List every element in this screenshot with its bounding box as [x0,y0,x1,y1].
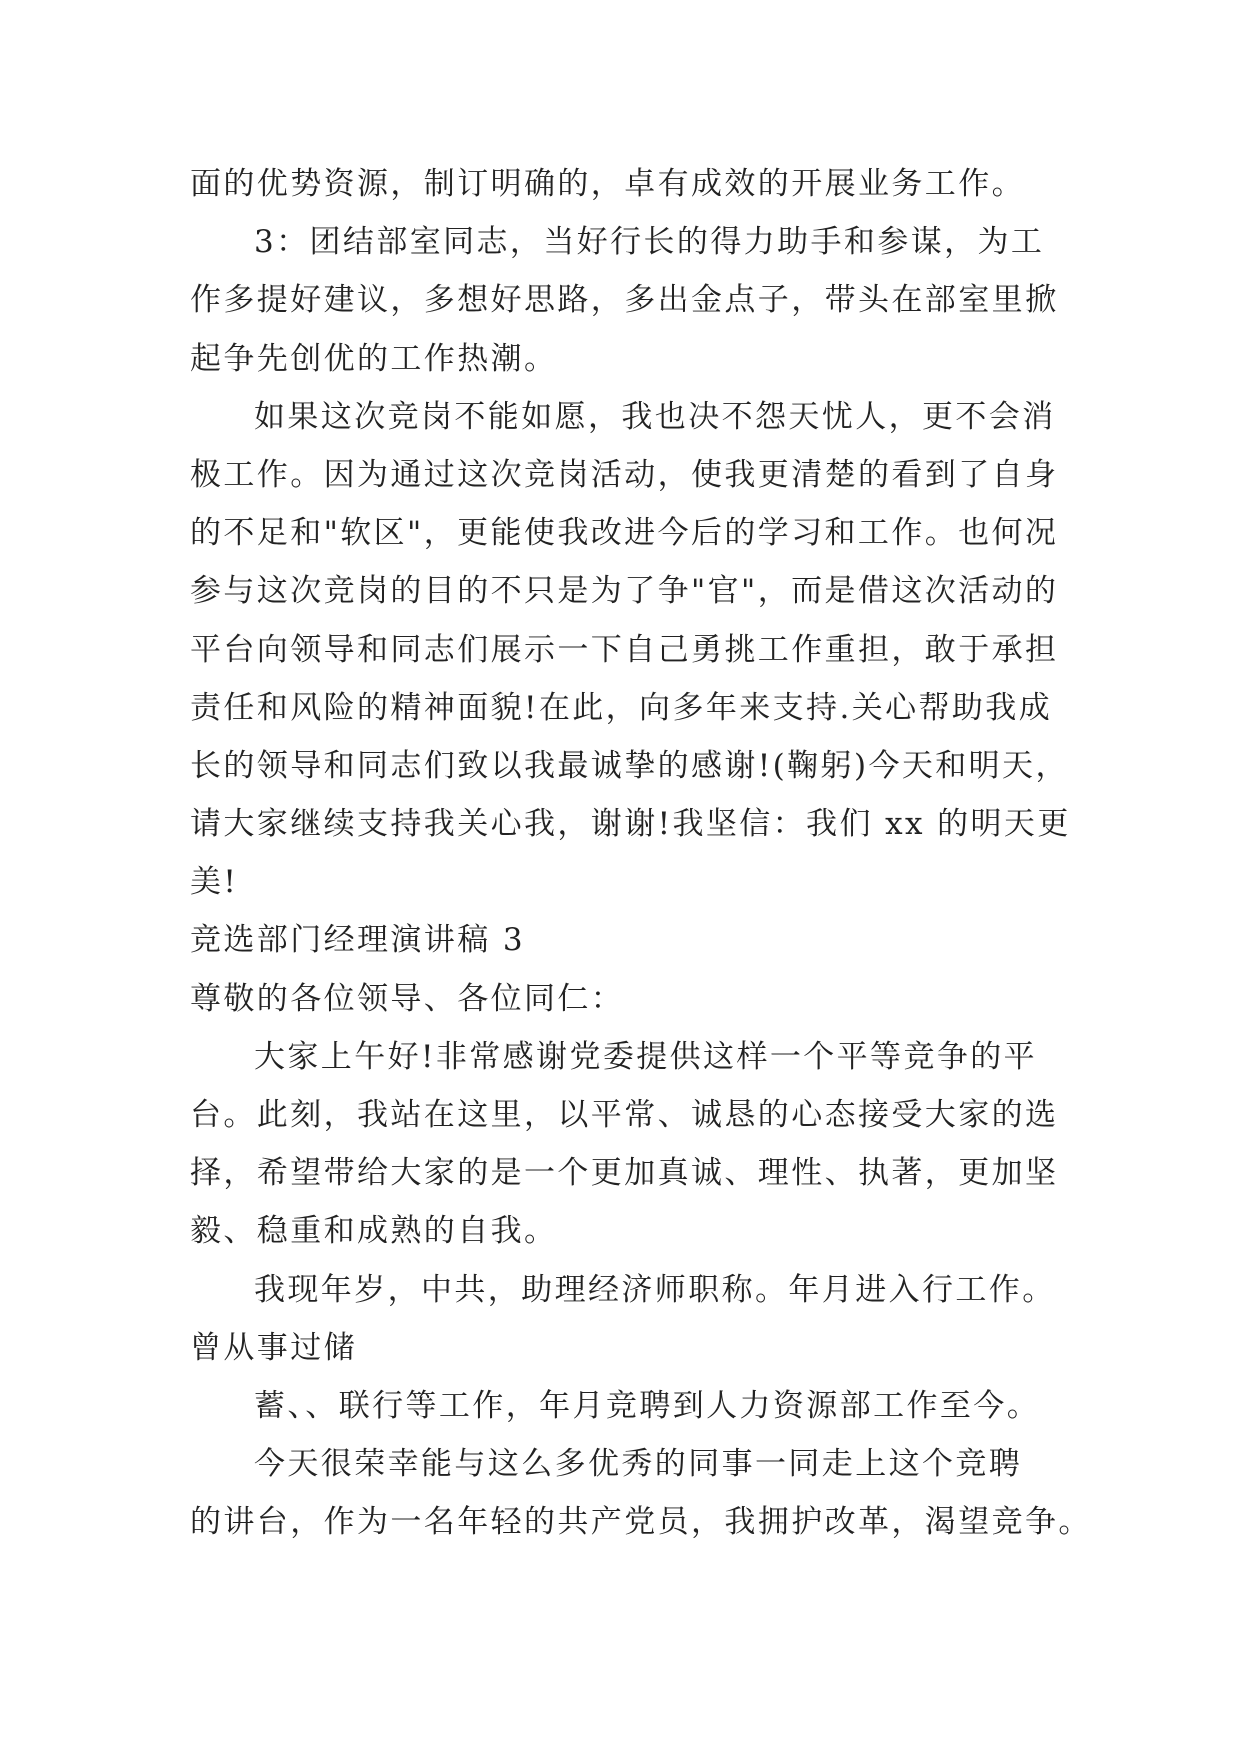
text-line-19: 毅、稳重和成熟的自我。 [190,1213,558,1250]
text-line-17: 台。此刻，我站在这里，以平常、诚恳的心态接受大家的选 [190,1097,1059,1133]
salutation: 尊敬的各位领导、各位同仁： [190,980,625,1017]
text-line-13: 美! [190,864,239,901]
text-line-18: 择，希望带给大家的是一个更加真诚、理性、执著，更加坚 [190,1155,1059,1192]
text-line-8: 参与这次竞岗的目的不只是为了争"官"，而是借这次活动的 [190,573,1059,610]
text-line-5: 如果这次竞岗不能如愿，我也决不怨天忧人，更不会消 [254,398,1056,435]
text-line-21: 曾从事过储 [190,1329,357,1366]
text-line-10: 责任和风险的精神面貌!在此，向多年来支持.关心帮助我成 [190,689,1053,726]
text-line-12: 请大家继续支持我关心我，谢谢!我坚信：我们 xx 的明天更 [190,806,1071,843]
text-line-3: 作多提好建议，多想好思路，多出金点子，带头在部室里掀 [190,282,1059,319]
text-line-4: 起争先创优的工作热潮。 [190,340,558,377]
text-line-16: 大家上午好!非常感谢党委提供这样一个平等竞争的平 [254,1038,1038,1075]
text-line-20: 我现年岁，中共，助理经济师职称。年月进入行工作。 [254,1271,1056,1308]
text-line-1: 面的优势资源，制订明确的，卓有成效的开展业务工作。 [190,166,1025,202]
text-line-24: 的讲台，作为一名年轻的共产党员，我拥护改革，渴望竞争。 [190,1504,1092,1541]
document-body [190,155,1092,1552]
text-line-2: 3：团结部室同志，当好行长的得力助手和参谋，为工 [254,224,1045,261]
text-line-23: 今天很荣幸能与这么多优秀的同事一同走上这个竞聘 [254,1446,1023,1483]
text-line-6: 极工作。因为通过这次竞岗活动，使我更清楚的看到了自身 [190,456,1059,493]
text-line-11: 长的领导和同志们致以我最诚挚的感谢!(鞠躬)今天和明天， [190,747,1069,784]
text-line-7: 的不足和"软区"，更能使我改进今后的学习和工作。也何况 [190,515,1059,552]
text-line-9: 平台向领导和同志们展示一下自己勇挑工作重担，敢于承担 [190,631,1059,668]
text-line-22: 蓄、、联行等工作，年月竞聘到人力资源部工作至今。 [254,1387,1041,1424]
section-heading: 竞选部门经理演讲稿 3 [190,922,525,959]
